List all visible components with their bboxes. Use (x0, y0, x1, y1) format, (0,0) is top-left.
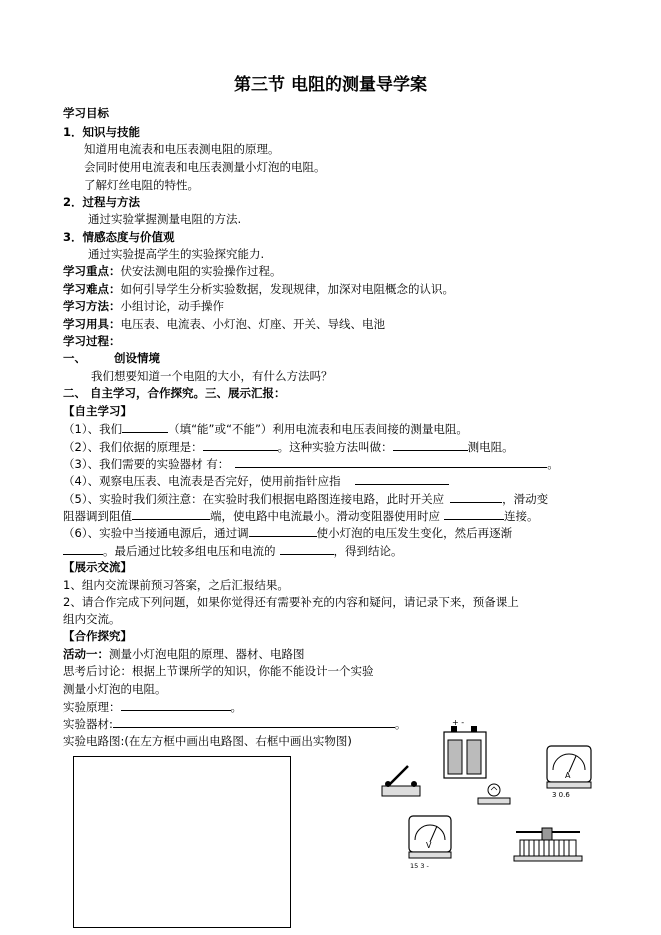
think-line-2: 测量小灯泡的电阻。 (63, 682, 167, 696)
activity-text: 测量小灯泡电阻的原理、器材、电路图 (109, 647, 305, 661)
key-label: 学习重点： (63, 264, 121, 278)
coop-heading: 【合作探究】 (63, 629, 132, 643)
switch-icon (378, 760, 424, 800)
q5-text-c: 阻器调到阻值 (63, 509, 132, 523)
battery-marks: + - (452, 720, 465, 727)
q2-blank-2[interactable] (393, 438, 468, 451)
q5-blank-2[interactable] (132, 507, 210, 520)
tools-text: 电压表、电流表、小灯泡、灯座、开关、导线、电池 (120, 317, 385, 331)
q5-blank-1[interactable] (450, 490, 502, 503)
principle-label: 实验原理： (63, 700, 121, 714)
q6-blank-2[interactable] (63, 542, 103, 555)
method-label: 学习方法： (63, 299, 121, 313)
q6-blank-3[interactable] (280, 542, 334, 555)
section2-title: 2．过程与方法 (63, 195, 141, 209)
q2-text-c: 测电阻。 (467, 440, 514, 454)
q1-text-a: （1）、我们 (63, 422, 123, 436)
voltmeter-label: V (426, 841, 432, 850)
q2-row (63, 438, 514, 455)
q1-row (63, 420, 468, 437)
method-row (63, 298, 224, 314)
show-p1: 1、组内交流课前预习答案，之后汇报结果。 (63, 578, 289, 592)
part1-title: 创设情境 (114, 351, 160, 365)
bulb-icon (474, 780, 514, 808)
equipment-row (63, 715, 406, 732)
q6-text-b: 使小灯泡的电压发生变化，然后再逐渐 (316, 526, 513, 540)
s1-item-2: 会同时使用电流表和电压表测量小灯泡的电阻。 (84, 160, 326, 174)
section3-title: 3．情感态度与价值观 (63, 230, 175, 244)
show-p2a: 2、请合作完成下列问题，如果你觉得还有需要补充的内容和疑问，请记录下来，预备课上 (63, 595, 519, 609)
q3-text-a: （3）、我们需要的实验器材 有： (63, 457, 230, 471)
equipment-label: 实验器材: (63, 717, 113, 731)
q5-blank-3[interactable] (444, 507, 504, 520)
equipment-blank[interactable] (113, 715, 395, 728)
q3-row (63, 455, 559, 472)
q3-text-b: 。 (547, 457, 559, 471)
key-text: 伏安法测电阻的实验操作过程。 (120, 264, 282, 278)
process-label: 学习过程： (63, 334, 121, 348)
principle-end: 。 (230, 700, 242, 714)
q6-text-c: 。最后通过比较多组电压和电流的 (103, 544, 276, 558)
s3-item-1: 通过实验提高学生的实验探究能力. (88, 247, 265, 261)
q5-row-2 (63, 507, 539, 524)
rheostat-icon (510, 822, 586, 866)
q4-row (63, 472, 449, 489)
q4-text-a: （4）、观察电压表、电流表是否完好，使用前指针应指 (63, 474, 341, 488)
q6-blank-1[interactable] (249, 524, 317, 537)
method-text: 小组讨论，动手操作 (120, 299, 224, 313)
s1-item-3: 了解灯丝电阻的特性。 (84, 178, 199, 192)
voltmeter-icon (406, 812, 454, 872)
difficulty-row (63, 281, 454, 297)
objectives-heading: 学习目标 (63, 106, 109, 120)
q5-text-d: 端，使电路中电流最小。滑动变阻器使用时应 (210, 509, 440, 523)
section1-title: 1．知识与技能 (63, 125, 141, 139)
q6-row (63, 524, 512, 541)
key-point-row (63, 263, 282, 279)
part1-heading (63, 350, 160, 366)
ammeter-icon (544, 742, 594, 800)
battery-icon (440, 720, 490, 782)
q2-text-b: 。这种实验方法叫做： (277, 440, 393, 454)
circuit-instruction: 实验电路图:(在左方框中画出电路图、右框中画出实物图) (63, 734, 352, 748)
circuit-drawing-box[interactable] (73, 756, 291, 928)
principle-row (63, 698, 242, 715)
ammeter-ticks: 3 0.6 (552, 791, 570, 799)
activity-row (63, 646, 305, 662)
ammeter-label: A (565, 771, 571, 780)
show-heading: 【展示交流】 (63, 560, 132, 574)
tools-label: 学习用具： (63, 317, 121, 331)
self-study-heading: 【自主学习】 (63, 404, 132, 418)
difficulty-text: 如何引导学生分析实验数据，发现规律，加深对电阻概念的认识。 (120, 282, 454, 296)
part1-text: 我们想要知道一个电阻的大小，有什么方法吗？ (91, 369, 333, 383)
think-line-1: 思考后讨论：根据上节课所学的知识，你能不能设计一个实验 (63, 664, 374, 678)
q4-blank[interactable] (355, 472, 449, 485)
activity-label: 活动一： (63, 647, 109, 661)
equipment-end: 。 (394, 717, 407, 731)
voltmeter-ticks: 15 3 - (410, 862, 429, 870)
q2-text-a: （2）、我们依据的原理是： (63, 440, 203, 454)
q3-blank[interactable] (235, 455, 547, 468)
s2-item-1: 通过实验掌握测量电阻的方法. (88, 212, 242, 226)
difficulty-label: 学习难点： (63, 282, 121, 296)
page-title: 第三节 电阻的测量导学案 (234, 75, 427, 95)
q5-row (63, 490, 548, 507)
part1-num: 一、 (63, 351, 86, 365)
tools-row (63, 316, 385, 332)
q2-blank-1[interactable] (203, 438, 278, 451)
principle-blank[interactable] (121, 698, 231, 711)
q1-blank[interactable] (122, 420, 168, 433)
q6-text-d: ，得到结论。 (333, 544, 403, 558)
q6-text-a: （6）、实验中当接通电源后，通过调 (63, 526, 249, 540)
show-p2b: 组内交流。 (63, 612, 121, 626)
q5-text-e: 连接。 (504, 509, 539, 523)
s1-item-1: 知道用电流表和电压表测电阻的原理。 (84, 142, 280, 156)
q5-text-b: ，滑动变 (502, 492, 549, 506)
part2-heading: 二、 自主学习，合作探究。三、展示汇报： (63, 386, 286, 400)
q1-text-b: （填“能”或“不能”）利用电流表和电压表间接的测量电阻。 (168, 422, 468, 436)
q6-row-2 (63, 542, 403, 559)
q5-text-a: （5）、实验时我们须注意：在实验时我们根据电路图连接电路，此时开关应 (63, 492, 445, 506)
